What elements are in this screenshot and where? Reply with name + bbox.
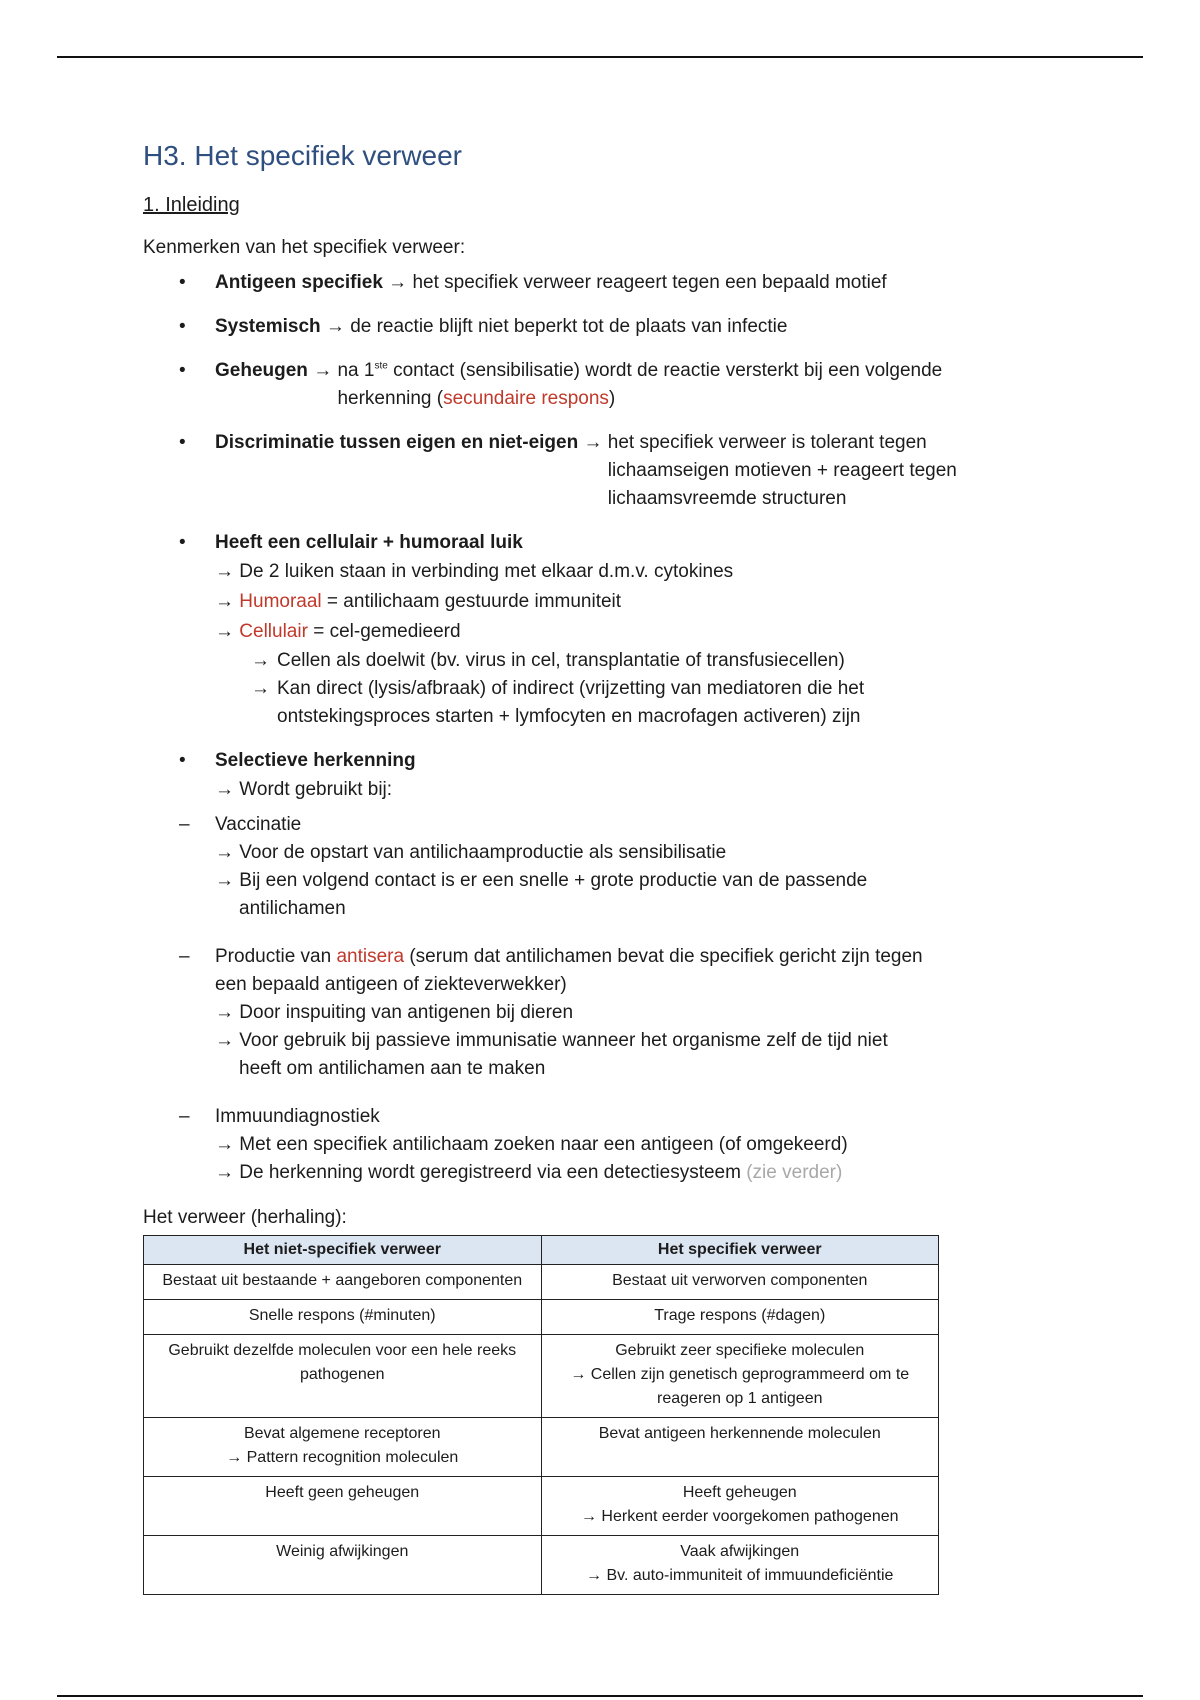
dash-marker: – [179, 946, 190, 967]
dash-item-vaccinatie [143, 811, 1103, 923]
table-cell [541, 1477, 939, 1536]
arrow-icon: → [215, 1002, 234, 1023]
arrow-line [215, 1027, 1103, 1083]
dash-heading: Vaccinatie [215, 814, 302, 835]
cell-text: Bestaat uit bestaande + aangeboren componenten [162, 1272, 523, 1289]
bullet-marker: • [179, 360, 186, 381]
text-part: na 1 [337, 360, 375, 381]
arrow-text: Voor de opstart van antilichaamproductie als sensibilisatie [239, 842, 727, 863]
dash-item-immuundiagnostiek [143, 1103, 1103, 1187]
table-row [144, 1477, 939, 1536]
bullet-geheugen [143, 357, 1103, 413]
arrow-line [215, 839, 1103, 867]
arrow-icon: → [215, 870, 234, 891]
arrow-icon: → [215, 621, 234, 642]
arrow-text: Voor gebruik bij passieve immunisatie wanneer het organisme zelf de tijd niet [239, 1030, 888, 1051]
bullet-term: Antigeen specifiek [215, 272, 383, 293]
dash-item-antisera [143, 943, 1103, 1083]
sub-text: ontstekingsproces starten + lymfocyten en macrofagen activeren) zijn [277, 706, 861, 727]
arrow-text: antilichamen [239, 898, 346, 919]
arrow-text: De herkenning wordt geregistreerd via een detectiesysteem [239, 1162, 747, 1183]
highlight-term: Humoraal [239, 591, 322, 612]
superscript: ste [374, 360, 388, 372]
small-arrow-icon: → [251, 650, 270, 671]
bullet-text: de reactie blijft niet beperkt tot de plaats van infectie [350, 316, 788, 337]
bullet-term: Heeft een cellulair + humoraal luik [215, 532, 523, 553]
dash-heading: Immuundiagnostiek [215, 1106, 380, 1127]
footer-rule [57, 1695, 1143, 1697]
arrow-icon: → [215, 1030, 234, 1051]
arrow-text: Door inspuiting van antigenen bij dieren [239, 1002, 574, 1023]
table-row [144, 1536, 939, 1595]
bullet-selectieve-herkenning [143, 747, 1103, 805]
table-cell [144, 1300, 542, 1335]
arrow-icon: → [215, 591, 234, 612]
table-cell [144, 1418, 542, 1477]
dash-marker: – [179, 814, 190, 835]
sub-text: Kan direct (lysis/afbraak) of indirect (vrijzetting van mediatoren die het [277, 678, 865, 699]
text-part: herkenning ( [337, 388, 444, 409]
bullet-marker: • [179, 316, 186, 337]
highlight-term: antisera [336, 946, 405, 967]
arrow-icon: → [215, 1134, 234, 1155]
cell-text: Trage respons (#dagen) [654, 1307, 826, 1324]
bullet-text [608, 429, 957, 513]
text-part: (serum dat antilichamen bevat die specifiek gericht zijn tegen [404, 946, 923, 967]
table-cell [144, 1536, 542, 1595]
bullet-antigeen-specifiek [143, 269, 1103, 297]
arrow-line [215, 867, 1103, 923]
cell-text: Bevat antigeen herkennende moleculen [598, 1425, 881, 1442]
cell-subtext: → Herkent eerder voorgekomen pathogenen [580, 1508, 899, 1525]
cell-text: Weinig afwijkingen [276, 1543, 409, 1560]
highlight-term: Cellulair [239, 621, 308, 642]
document-page [143, 140, 1103, 1595]
reference-note: (zie verder) [746, 1162, 843, 1183]
intro-text: Kenmerken van het specifiek verweer: [143, 237, 466, 258]
arrow-icon: → [215, 561, 234, 582]
arrow-icon: → [215, 842, 234, 863]
arrow-text: Met een specifiek antilichaam zoeken naar een antigeen (of omgekeerd) [239, 1134, 848, 1155]
bullet-term: Selectieve herkenning [215, 750, 416, 771]
section-heading: 1. Inleiding [143, 194, 240, 216]
arrow-line [215, 999, 1103, 1027]
dash-marker: – [179, 1106, 190, 1127]
cell-text: Heeft geheugen [682, 1484, 797, 1501]
table-row [144, 1335, 939, 1418]
sub-text: Wordt gebruikt bij: [239, 779, 393, 800]
bullet-marker: • [179, 432, 186, 453]
sub-text: Cellen als doelwit (bv. virus in cel, transplantatie of transfusiecellen) [277, 650, 845, 671]
small-arrow-icon: → [251, 678, 270, 699]
bullet-term: Systemisch [215, 316, 321, 337]
highlight-term: secundaire respons [443, 388, 609, 409]
sub-text: = cel-gemedieerd [307, 621, 461, 642]
bullet-term: Discriminatie tussen eigen en niet-eigen [215, 432, 579, 453]
bullet-term: Geheugen [215, 360, 308, 381]
cell-subtext: → Cellen zijn genetisch geprogrammeerd om te reageren op 1 antigeen [570, 1366, 910, 1407]
cell-text: Snelle respons (#minuten) [248, 1307, 436, 1324]
table-cell [541, 1536, 939, 1595]
dash-heading [215, 943, 1103, 971]
table-cell [144, 1477, 542, 1536]
table-cell [541, 1300, 939, 1335]
comparison-table [143, 1235, 939, 1595]
bullet-marker: • [179, 750, 186, 771]
sub-sub-item [215, 675, 1103, 731]
header-cell: Het niet-specifiek verweer [144, 1236, 542, 1265]
bullet-systemisch [143, 313, 1103, 341]
arrow-line [215, 1159, 1103, 1187]
arrow-icon: → [215, 779, 234, 800]
cell-subtext: → Bv. auto-immuniteit of immuundeficiëntie [586, 1567, 894, 1584]
table-row [144, 1300, 939, 1335]
dash-heading-cont: een bepaald antigeen of ziekteverwekker) [215, 974, 567, 995]
bullet-discriminatie [143, 429, 1103, 513]
sub-item [215, 557, 1103, 587]
arrow-icon: → [388, 272, 408, 293]
sub-item [215, 617, 1103, 647]
table-row [144, 1418, 939, 1477]
page-title: H3. Het specifiek verweer [143, 140, 463, 171]
cell-subtext: → Pattern recognition moleculen [226, 1449, 459, 1466]
cell-text: Bestaat uit verworven componenten [612, 1272, 868, 1289]
sub-text: De 2 luiken staan in verbinding met elkaar d.m.v. cytokines [239, 561, 734, 582]
sub-text: = antilichaam gestuurde immuniteit [321, 591, 622, 612]
header-cell: Het specifiek verweer [541, 1236, 939, 1265]
arrow-text: Bij een volgend contact is er een snelle + grote productie van de passende [239, 870, 868, 891]
cell-text: Gebruikt zeer specifieke moleculen [615, 1342, 865, 1359]
arrow-text: heeft om antilichamen aan te maken [239, 1058, 546, 1079]
table-cell [144, 1335, 542, 1418]
arrow-icon: → [215, 1162, 234, 1183]
table-header-row [144, 1236, 939, 1265]
text-part: contact (sensibilisatie) wordt de reactie versterkt bij een volgende [387, 360, 943, 381]
arrow-icon: → [313, 360, 333, 381]
text-line: lichaamsvreemde structuren [607, 488, 847, 509]
bullet-marker: • [179, 272, 186, 293]
text-line: het specifiek verweer is tolerant tegen [607, 432, 927, 453]
text-part: ) [608, 388, 616, 409]
arrow-icon: → [583, 432, 603, 453]
table-cell [144, 1265, 542, 1300]
cell-text: Bevat algemene receptoren [243, 1425, 441, 1442]
cell-text: Heeft geen geheugen [265, 1484, 420, 1501]
sub-item [215, 775, 1103, 805]
bullet-text [337, 357, 942, 413]
table-cell [541, 1418, 939, 1477]
table-cell [541, 1335, 939, 1418]
bullet-cellulair-humoraal [143, 529, 1103, 731]
table-row [144, 1265, 939, 1300]
arrow-icon: → [325, 316, 345, 337]
bullet-marker: • [179, 532, 186, 553]
text-part: Productie van [215, 946, 337, 967]
bullet-text: het specifiek verweer reageert tegen een bepaald motief [412, 272, 887, 293]
text-line: lichaamseigen motieven + reageert tegen [607, 460, 957, 481]
cell-text: Gebruikt dezelfde moleculen voor een hele reeks pathogenen [168, 1342, 517, 1383]
table-cell [541, 1265, 939, 1300]
header-rule [57, 56, 1143, 58]
table-title: Het verweer (herhaling): [143, 1207, 347, 1228]
sub-sub-item [215, 647, 1103, 675]
cell-text: Vaak afwijkingen [680, 1543, 800, 1560]
sub-item [215, 587, 1103, 617]
arrow-line [215, 1131, 1103, 1159]
